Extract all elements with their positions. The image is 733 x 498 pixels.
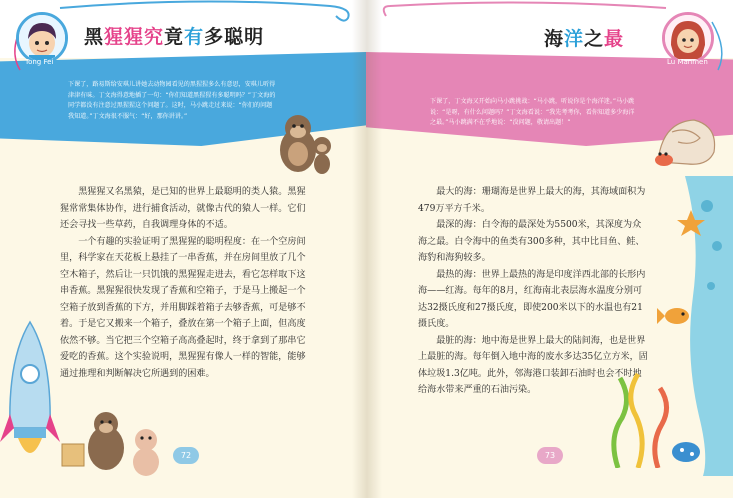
page-number-left: 72 [173, 447, 199, 464]
title-part: 猩猩 [104, 26, 145, 48]
title-part: 究 [144, 26, 165, 48]
page-number-right: 73 [537, 447, 563, 464]
gorilla-illustration [270, 108, 340, 178]
right-page-title [544, 24, 624, 51]
left-page-title [84, 22, 264, 49]
tong-fei-avatar [16, 12, 68, 64]
gorilla-boxes-illustration [58, 396, 168, 478]
title-part: 竟 [164, 26, 185, 48]
left-body-text [60, 184, 308, 382]
body-paragraph: 黑猩猩又名黑猿，是已知的世界上最聪明的类人猿。黑猩猩常常集体协作，进行捕食活动，就像古代的猿人一样。它们还会寻找一些草药，自我调理身体的不适。 [60, 187, 306, 230]
title-part: 海 [544, 28, 565, 50]
title-part: 洋 [564, 28, 585, 50]
right-intro-text: 下课了，丁文海又开始向马小跳挑战：“马小跳，听说你是个海洋迷。”马小跳说：“是呀，有什么问题吗？”丁文海看说：“我先考考你，看你知道多少海洋之最。”马小跳满不在乎地说：“没问题，敬请出题！” [430, 98, 635, 126]
title-part: 黑 [84, 26, 105, 48]
lu-manmen-avatar [662, 12, 714, 64]
seaweed-illustration [598, 368, 708, 468]
character-name-lu-manmen: Lu Manmen [667, 58, 708, 66]
left-intro-text: 下课了，路易斯给安琪儿讲她去动物园看见的黑猩猩多么有意思，安琪儿听得津津有味。丁文海得意地插了一句：“你们知道黑猩猩有多聪明吗？”丁文海的同学都没有注意过黑猩猩这个问题了。这时，马小跳走过来说：“你们的问题我知道。”丁文海很不服气：“好，那你讲讲。” [68, 81, 276, 120]
book-gutter [352, 0, 382, 498]
body-paragraph: 最热的海：世界上最热的海是印度洋西北部的长形内海——红海。每年的8月，红海南北表层海水温度分别可达32摄氏度和27摄氏度，即使200米以下的水温也有21摄氏度。 [418, 269, 646, 329]
body-paragraph: 最深的海：白令海的最深处为5500米，其深度为众海之最。白令海中的鱼类有300多种，其中比目鱼、鲑、海豹和海狗较多。 [418, 220, 645, 263]
body-paragraph: 最脏的海：地中海是世界上最大的陆间海，也是世界上最脏的海。每年倒入地中海的废水多达35亿立方米，固体垃圾1.3亿吨。此外，邻海港口装卸石油时也会不时地给海水带来严重的石油污染。 [418, 335, 648, 395]
title-part: 有 [184, 26, 205, 48]
body-paragraph: 一个有趣的实验证明了黑猩猩的聪明程度：在一个空房间里，科学家在天花板上悬挂了一串香蕉，并在房间里放了几个空木箱子，然后让一只饥饿的黑猩猩走进去，看它怎样取下这串香蕉。黑猩猩很快发现了香蕉和空箱子，于是马上搬起一个空箱子放到香蕉的下方，并用脚踩着箱子去够香蕉，可是够不着。于是它又搬来一个箱子，叠放在第一个箱子上面，但高度依然不够。当它把三个空箱子高高叠起时，终于拿到了那串它爱吃的香蕉。这个实验说明，黑猩猩有像人一样的智能，能够通过推理和判断解决它所遇到的困难。 [60, 236, 306, 379]
rocket-illustration [0, 318, 60, 468]
title-part: 最 [604, 28, 625, 50]
body-paragraph: 最大的海：珊瑚海是世界上最大的海，其海域面积为479万平方千米。 [418, 187, 646, 214]
title-part: 之 [584, 28, 605, 50]
character-name-tong-fei: Tong Fei [25, 58, 54, 66]
hermit-crab-illustration [648, 112, 728, 172]
right-body-text [418, 184, 650, 399]
title-part: 多聪明 [204, 26, 265, 48]
